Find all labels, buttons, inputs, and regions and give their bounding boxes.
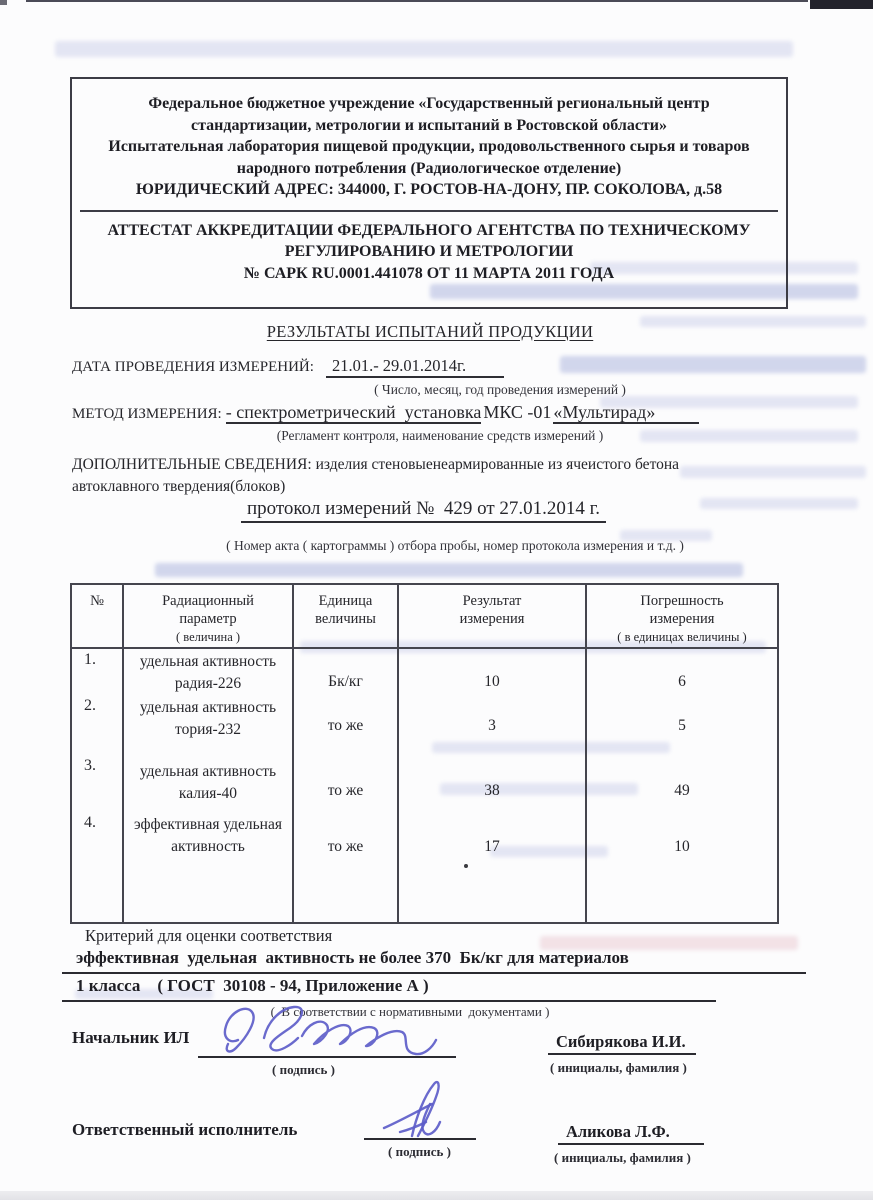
bleed-through-artifact <box>155 563 743 577</box>
col-header-result: Результат измерения <box>398 584 586 648</box>
bleed-through-artifact <box>55 41 793 57</box>
error-value: 10 <box>586 811 778 923</box>
additional-info <box>72 454 752 498</box>
unit-value: то же <box>293 811 398 923</box>
criteria-line-2: 1 класса ( ГОСТ 30108 - 94, Приложение А ) <box>62 976 716 1002</box>
row-number: 2. <box>71 696 123 751</box>
signee-name-caption: ( инициалы, фамилия ) <box>550 1060 687 1075</box>
parameter-name: эффективная удельная активность <box>123 811 293 923</box>
method-field-value-name: «Мультирад» <box>553 402 699 424</box>
handwritten-signature <box>198 1002 456 1056</box>
error-value: 5 <box>586 696 778 751</box>
signee-name: Сибирякова И.И. <box>548 1032 696 1055</box>
signature-line <box>364 1080 476 1140</box>
ink-dot-artifact <box>464 864 468 868</box>
method-field-caption: (Регламент контроля, наименование средств измерений ) <box>276 428 604 443</box>
org-name-line: Федеральное бюджетное учреждение «Государственный региональный центр <box>148 95 710 112</box>
org-name-line: стандартизации, метрологии и испытаний в Ростовской области» <box>191 116 667 134</box>
col-header-error: Погрешность измерения ( в единицах величины ) <box>586 584 778 648</box>
letterhead-box <box>70 77 788 309</box>
method-field-value-device: МКС -01 <box>483 402 552 422</box>
table-header-row <box>71 584 778 648</box>
unit-value: то же <box>293 696 398 751</box>
table-row <box>71 811 778 923</box>
scan-edge-top-right <box>810 0 873 9</box>
row-number: 4. <box>71 811 123 923</box>
parameter-name: удельная активность радия-226 <box>123 648 293 696</box>
signature-line <box>198 1002 456 1058</box>
additional-info-line: ДОПОЛНИТЕЛЬНЫЕ СВЕДЕНИЯ: изделия стеновыенеармированные из ячеистого бетона <box>72 456 680 473</box>
criteria-caption: ( В соответствии с нормативными документами ) <box>270 1004 550 1019</box>
result-value: 10 <box>398 648 586 696</box>
protocol-number-line: протокол измерений № 429 от 27.01.2014 г. <box>241 498 606 523</box>
handwritten-signature <box>364 1080 476 1138</box>
result-value: 3 <box>398 696 586 751</box>
signee-name-caption: ( инициалы, фамилия ) <box>554 1150 691 1165</box>
date-field-label: ДАТА ПРОВЕДЕНИЯ ИЗМЕРЕНИЙ: <box>72 359 314 375</box>
method-field-label: МЕТОД ИЗМЕРЕНИЯ: <box>72 406 222 422</box>
document-title: РЕЗУЛЬТАТЫ ИСПЫТАНИЙ ПРОДУКЦИИ <box>266 322 594 341</box>
legal-address: ЮРИДИЧЕСКИЙ АДРЕС: 344000, Г. РОСТОВ-НА-ДОНУ, ПР. СОКОЛОВА, д.58 <box>135 181 723 198</box>
result-value: 38 <box>398 751 586 811</box>
error-value: 49 <box>586 751 778 811</box>
parameter-name: удельная активность калия-40 <box>123 751 293 811</box>
protocol-caption: ( Номер акта ( картограммы ) отбора пробы, номер протокола измерения и т.д. ) <box>226 538 684 553</box>
accreditation-line: РЕГУЛИРОВАНИЮ И МЕТРОЛОГИИ <box>284 243 574 260</box>
table-row <box>71 696 778 751</box>
bleed-through-artifact <box>640 430 858 442</box>
signee-role-head-of-lab: Начальник ИЛ <box>72 1028 190 1047</box>
table-row <box>71 751 778 811</box>
result-value: 17 <box>398 811 586 923</box>
criteria-intro: Критерий для оценки соответствия <box>85 926 333 945</box>
date-field-value: 21.01.- 29.01.2014г. <box>326 356 504 378</box>
lab-name-line: народного потребления (Радиологическое отделение) <box>236 159 622 177</box>
scan-edge-top-line <box>26 0 808 2</box>
signee-role-responsible-executor: Ответственный исполнитель <box>72 1120 298 1139</box>
col-header-number: № <box>71 584 123 648</box>
error-value: 6 <box>586 648 778 696</box>
signature-caption: ( подпись ) <box>388 1144 451 1159</box>
additional-info-line: автоклавного твердения(блоков) <box>72 478 286 495</box>
row-number: 3. <box>71 751 123 811</box>
scan-edge-top-left <box>0 0 7 5</box>
table-row <box>71 648 778 696</box>
results-table <box>70 583 779 924</box>
date-field-caption: ( Число, месяц, год проведения измерений ) <box>374 382 626 397</box>
col-header-parameter: Радиационный параметр ( величина ) <box>123 584 293 648</box>
scan-edge-bottom <box>0 1191 873 1200</box>
criteria-line-1: эффективная удельная активность не более 370 Бк/кг для материалов <box>62 948 806 974</box>
lab-name-line: Испытательная лаборатория пищевой продукции, продовольственного сырья и товаров <box>108 138 750 155</box>
method-field-value: - спектрометрический установка <box>225 402 482 422</box>
accreditation-number: № САРК RU.0001.441078 ОТ 11 МАРТА 2011 ГОДА <box>243 264 615 282</box>
unit-value: то же <box>293 751 398 811</box>
unit-value: Бк/кг <box>293 648 398 696</box>
col-header-unit: Единица величины <box>293 584 398 648</box>
signee-name: Аликова Л.Ф. <box>558 1122 704 1145</box>
row-number: 1. <box>71 648 123 696</box>
signature-caption: ( подпись ) <box>272 1062 335 1077</box>
parameter-name: удельная активность тория-232 <box>123 696 293 751</box>
accreditation-line: АТТЕСТАТ АККРЕДИТАЦИИ ФЕДЕРАЛЬНОГО АГЕНТСТВА ПО ТЕХНИЧЕСКОМУ <box>107 221 751 239</box>
